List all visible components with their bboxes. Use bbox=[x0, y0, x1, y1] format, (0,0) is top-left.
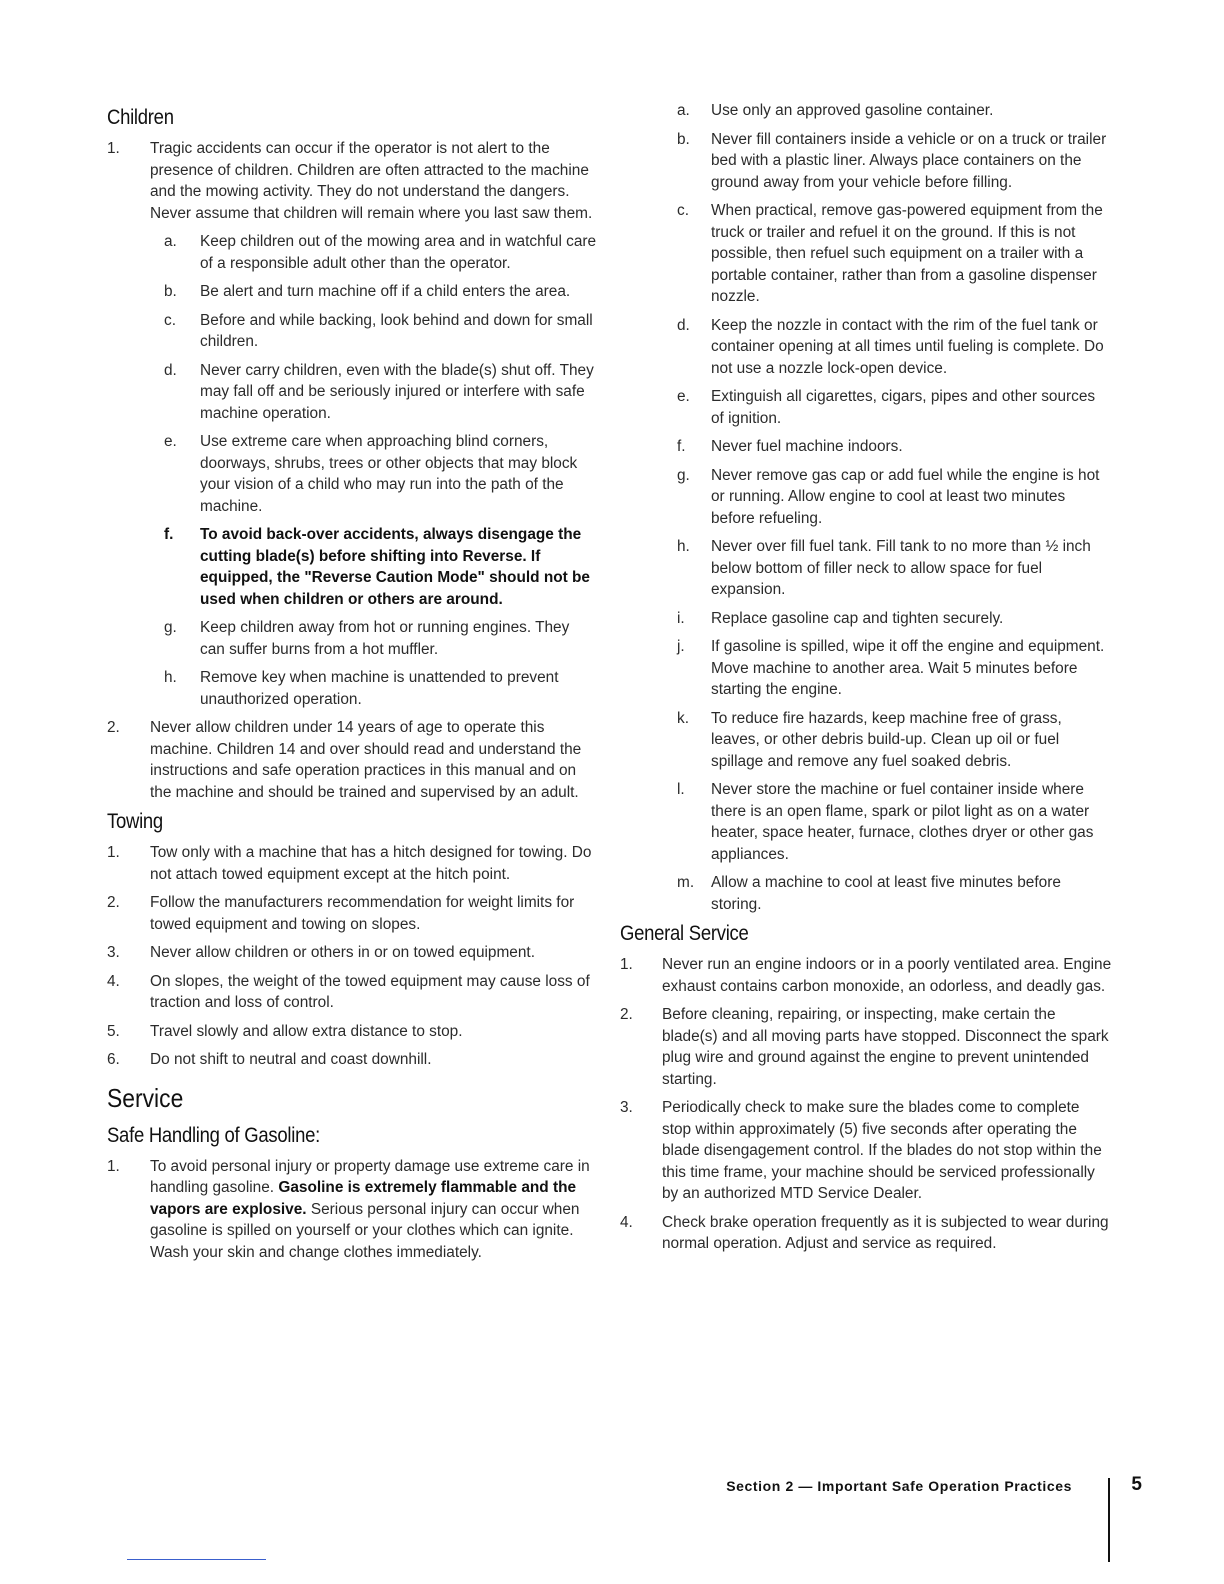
item-number: 6. bbox=[107, 1051, 120, 1068]
sub-marker: c. bbox=[677, 202, 689, 219]
sub-text: Remove key when machine is unattended to prevent unauthorized operation. bbox=[200, 669, 559, 708]
children-item-2 bbox=[107, 717, 597, 803]
section-title: Section 2 — Important Safe Operation Practices bbox=[726, 1478, 1072, 1494]
towing-item-1 bbox=[107, 842, 597, 885]
sub-text: Replace gasoline cap and tighten securely. bbox=[711, 609, 1004, 627]
sub-marker: b. bbox=[677, 130, 690, 148]
item-number: 1. bbox=[107, 1157, 120, 1175]
sub-marker: e. bbox=[677, 388, 690, 405]
sub-marker: f. bbox=[677, 438, 686, 455]
item-number: 2. bbox=[107, 719, 120, 736]
sub-marker: d. bbox=[164, 361, 177, 379]
item-text: Tragic accidents can occur if the operator is not alert to the presence of children. Children are often attracted to the machine and the mowing activity. They do not understand the dangers. Never assume that children will remain where you last saw them. bbox=[150, 140, 593, 222]
item-text: Tow only with a machine that has a hitch designed for towing. Do not attach towed equipment except at the hitch point. bbox=[150, 844, 592, 883]
children-sub-h bbox=[107, 667, 597, 710]
sub-text: Extinguish all cigarettes, cigars, pipes and other sources of ignition. bbox=[711, 388, 1096, 427]
children-sub-g bbox=[107, 617, 597, 660]
sub-marker: g. bbox=[677, 466, 690, 484]
item-number: 3. bbox=[620, 1099, 633, 1116]
sub-text: Never store the machine or fuel container inside where there is an open flame, spark or pilot light as on a water heater, space heater, furnace, clothes dryer or other gas appliances. bbox=[711, 781, 1094, 863]
sub-marker: f. bbox=[164, 526, 174, 543]
item-text: Before cleaning, repairing, or inspecting, make certain the blade(s) and all moving parts have stopped. Disconnect the spark plug wire and ground against the engine to prevent unintended starting. bbox=[662, 1006, 1109, 1088]
children-sub-a bbox=[107, 231, 597, 274]
sub-text: Allow a machine to cool at least five minutes before storing. bbox=[711, 874, 1061, 913]
item-number: 1. bbox=[107, 140, 120, 157]
item-text-continued: Serious personal injury can occur when gasoline is spilled on yourself or your clothes which can ignite. Wash your skin and change clothes immediately. bbox=[150, 1200, 580, 1261]
sub-text: Keep children away from hot or running engines. They can suffer burns from a hot muffler. bbox=[200, 619, 570, 658]
item-text: Follow the manufacturers recommendation for weight limits for towed equipment and towing on slopes. bbox=[150, 894, 575, 933]
item-number: 2. bbox=[620, 1006, 633, 1023]
item-text: Periodically check to make sure the blades come to complete stop within approximately (5) five seconds after operating the blade disengagement control. If the blades do not stop within the this time frame, your machine should be serviced professionally by an authorized MTD Service Dealer. bbox=[662, 1099, 1102, 1202]
service-heading: Service bbox=[107, 1082, 184, 1113]
sub-text: To reduce fire hazards, keep machine free of grass, leaves, or other debris build-up. Clean up oil or fuel spillage and remove any fuel soaked debris. bbox=[711, 709, 1062, 770]
item-text: Never allow children or others in or on towed equipment. bbox=[150, 944, 535, 961]
left-column bbox=[107, 100, 597, 1270]
sub-text: Never carry children, even with the blade(s) shut off. They may fall off and be seriously injured or interfere with safe machine operation. bbox=[200, 361, 594, 422]
sub-text: Never fill containers inside a vehicle or on a truck or trailer bed with a plastic liner. Always place containers on the ground away from your vehicle before filling. bbox=[711, 130, 1107, 191]
item-text: Travel slowly and allow extra distance to stop. bbox=[150, 1022, 463, 1040]
children-sub-f-warning bbox=[107, 524, 597, 610]
gasoline-item-m bbox=[620, 872, 1112, 915]
sub-marker: k. bbox=[677, 709, 689, 727]
towing-heading: Towing bbox=[107, 810, 163, 833]
sub-marker: i. bbox=[677, 609, 685, 627]
item-number: 1. bbox=[620, 956, 633, 973]
sub-marker: a. bbox=[677, 102, 690, 119]
item-text: Check brake operation frequently as it is subjected to wear during normal operation. Adjust and service as required. bbox=[662, 1213, 1109, 1252]
sub-text: Keep children out of the mowing area and in watchful care of a responsible adult other than the operator. bbox=[200, 233, 597, 272]
item-number: 2. bbox=[107, 894, 120, 911]
sub-text: Keep the nozzle in contact with the rim of the fuel tank or container opening at all times until fueling is complete. Do not use a nozzle lock-open device. bbox=[711, 316, 1104, 377]
bottom-rule bbox=[127, 1559, 266, 1560]
gasoline-item-l bbox=[620, 779, 1112, 865]
item-number: 3. bbox=[107, 944, 120, 961]
children-item-1 bbox=[107, 138, 597, 224]
sub-text: Before and while backing, look behind and down for small children. bbox=[200, 311, 593, 350]
sub-text: Be alert and turn machine off if a child enters the area. bbox=[200, 283, 571, 300]
children-sub-d bbox=[107, 360, 597, 425]
item-text: Never run an engine indoors or in a poorly ventilated area. Engine exhaust contains carbon monoxide, an odorless, and deadly gas. bbox=[662, 956, 1112, 995]
sub-marker: g. bbox=[164, 619, 177, 636]
gasoline-item-h bbox=[620, 536, 1112, 601]
towing-item-6 bbox=[107, 1049, 597, 1071]
right-column bbox=[620, 100, 1112, 1262]
item-number: 1. bbox=[107, 844, 120, 861]
item-number: 4. bbox=[620, 1213, 633, 1231]
sub-text: Use only an approved gasoline container. bbox=[711, 102, 994, 119]
gasoline-item-k bbox=[620, 708, 1112, 773]
sub-text: To avoid back-over accidents, always disengage the cutting blade(s) before shifting into Reverse. If equipped, the "Reverse Caution Mode" should not be used when children or others are around. bbox=[200, 526, 590, 608]
general-service-item-3 bbox=[620, 1097, 1112, 1205]
gasoline-item-j bbox=[620, 636, 1112, 701]
sub-marker: m. bbox=[677, 874, 695, 891]
children-sub-b bbox=[107, 281, 597, 303]
gasoline-item-b bbox=[620, 129, 1112, 194]
sub-text: When practical, remove gas-powered equipment from the truck or trailer and refuel it on the ground. If this is not possible, then refuel such equipment on a trailer with a portable container, rather than from a gasoline dispenser nozzle. bbox=[711, 202, 1103, 305]
sub-marker: h. bbox=[164, 669, 177, 686]
towing-item-3 bbox=[107, 942, 597, 964]
sub-text: Never remove gas cap or add fuel while the engine is hot or running. Allow engine to cool at least two minutes before refueling. bbox=[711, 466, 1100, 527]
item-text: To avoid personal injury or property damage use extreme care in handling gasoline. bbox=[150, 1157, 590, 1196]
item-number: 4. bbox=[107, 972, 120, 990]
footer-divider bbox=[1108, 1478, 1110, 1562]
sub-marker: l. bbox=[677, 781, 685, 798]
sub-text: Never over fill fuel tank. Fill tank to no more than ½ inch below bottom of filler neck to allow space for fuel expansion. bbox=[711, 538, 1091, 598]
gasoline-item-c bbox=[620, 200, 1112, 308]
gasoline-item-g bbox=[620, 465, 1112, 530]
general-service-item-4 bbox=[620, 1212, 1112, 1255]
gasoline-warning: Gasoline is extremely flammable and the vapors are explosive. bbox=[150, 1179, 577, 1218]
children-sub-c bbox=[107, 310, 597, 353]
sub-marker: a. bbox=[164, 233, 177, 250]
general-service-item-1 bbox=[620, 954, 1112, 997]
towing-item-4 bbox=[107, 971, 597, 1014]
gasoline-item-e bbox=[620, 386, 1112, 429]
gasoline-item-a bbox=[620, 100, 1112, 122]
item-text: Never allow children under 14 years of age to operate this machine. Children 14 and over should read and understand the instructions and safe operation practices in this manual and on the machine and should be trained and supervised by an adult. bbox=[150, 719, 582, 801]
sub-marker: d. bbox=[677, 316, 690, 334]
sub-marker: j. bbox=[677, 638, 685, 655]
sub-marker: c. bbox=[164, 311, 176, 329]
general-service-heading: General Service bbox=[620, 922, 749, 945]
service-item-1 bbox=[107, 1156, 597, 1264]
page-number: 5 bbox=[1131, 1474, 1142, 1495]
towing-item-5 bbox=[107, 1021, 597, 1043]
sub-marker: h. bbox=[677, 538, 690, 555]
item-text: Do not shift to neutral and coast downhill. bbox=[150, 1051, 432, 1068]
item-text: On slopes, the weight of the towed equipment may cause loss of traction and loss of control. bbox=[150, 972, 590, 1011]
sub-text: Use extreme care when approaching blind corners, doorways, shrubs, trees or other objects that may block your vision of a child who may run into the path of the machine. bbox=[200, 433, 578, 515]
gasoline-item-f bbox=[620, 436, 1112, 458]
general-service-item-2 bbox=[620, 1004, 1112, 1090]
children-heading: Children bbox=[107, 106, 174, 129]
gasoline-item-i bbox=[620, 608, 1112, 630]
safe-handling-gasoline-heading: Safe Handling of Gasoline: bbox=[107, 1123, 320, 1147]
sub-marker: b. bbox=[164, 283, 177, 300]
children-sub-e bbox=[107, 431, 597, 517]
gasoline-item-d bbox=[620, 315, 1112, 380]
sub-marker: e. bbox=[164, 433, 177, 450]
page-footer bbox=[692, 1474, 1142, 1564]
sub-text: If gasoline is spilled, wipe it off the engine and equipment. Move machine to another area. Wait 5 minutes before starting the engine. bbox=[711, 638, 1105, 698]
item-number: 5. bbox=[107, 1022, 120, 1040]
towing-item-2 bbox=[107, 892, 597, 935]
sub-text: Never fuel machine indoors. bbox=[711, 438, 903, 455]
